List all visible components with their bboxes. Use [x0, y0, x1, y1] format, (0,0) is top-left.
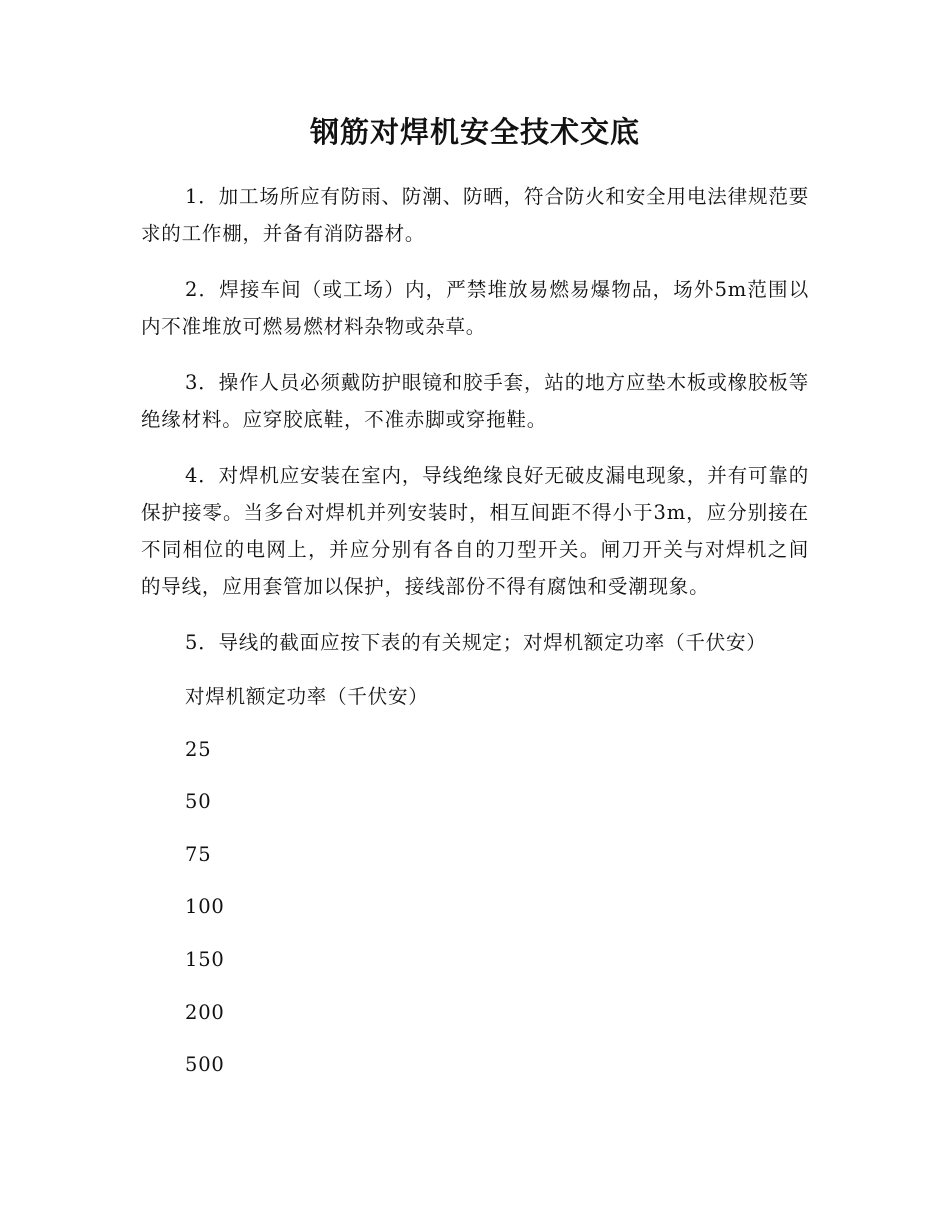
paragraph-4: 4．对焊机应安装在室内，导线绝缘良好无破皮漏电现象，并有可靠的保护接零。当多台对焊机并列安装时，相互间距不得小于3m，应分别接在不同相位的电网上，并应分别有各自的刀型开关。闸刀开关与对焊机之间的导线，应用套管加以保护，接线部份不得有腐蚀和受潮现象。	[141, 464, 809, 598]
paragraph-5: 5．导线的截面应按下表的有关规定；对焊机额定功率（千伏安）	[185, 631, 767, 654]
table-value-row: 150	[185, 947, 225, 971]
table-value-row: 50	[185, 790, 212, 814]
table-value-row: 75	[185, 842, 212, 866]
table-value-row: 100	[185, 895, 225, 919]
paragraph-1: 1．加工场所应有防雨、防潮、防晒，符合防火和安全用电法律规范要求的工作棚，并备有消防器材。	[141, 185, 809, 245]
table-header: 对焊机额定功率（千伏安）	[185, 685, 429, 708]
table-value-row: 200	[185, 1000, 225, 1024]
table-value-row: 500	[185, 1053, 225, 1077]
document-title: 钢筋对焊机安全技术交底	[309, 115, 640, 149]
table-value-row: 25	[185, 737, 212, 761]
paragraph-2: 2．焊接车间（或工场）内，严禁堆放易燃易爆物品，场外5m范围以内不准堆放可燃易燃材料杂物或杂草。	[141, 278, 809, 338]
paragraph-3: 3．操作人员必须戴防护眼镜和胶手套，站的地方应垫木板或橡胶板等绝缘材料。应穿胶底鞋，不准赤脚或穿拖鞋。	[141, 371, 809, 431]
